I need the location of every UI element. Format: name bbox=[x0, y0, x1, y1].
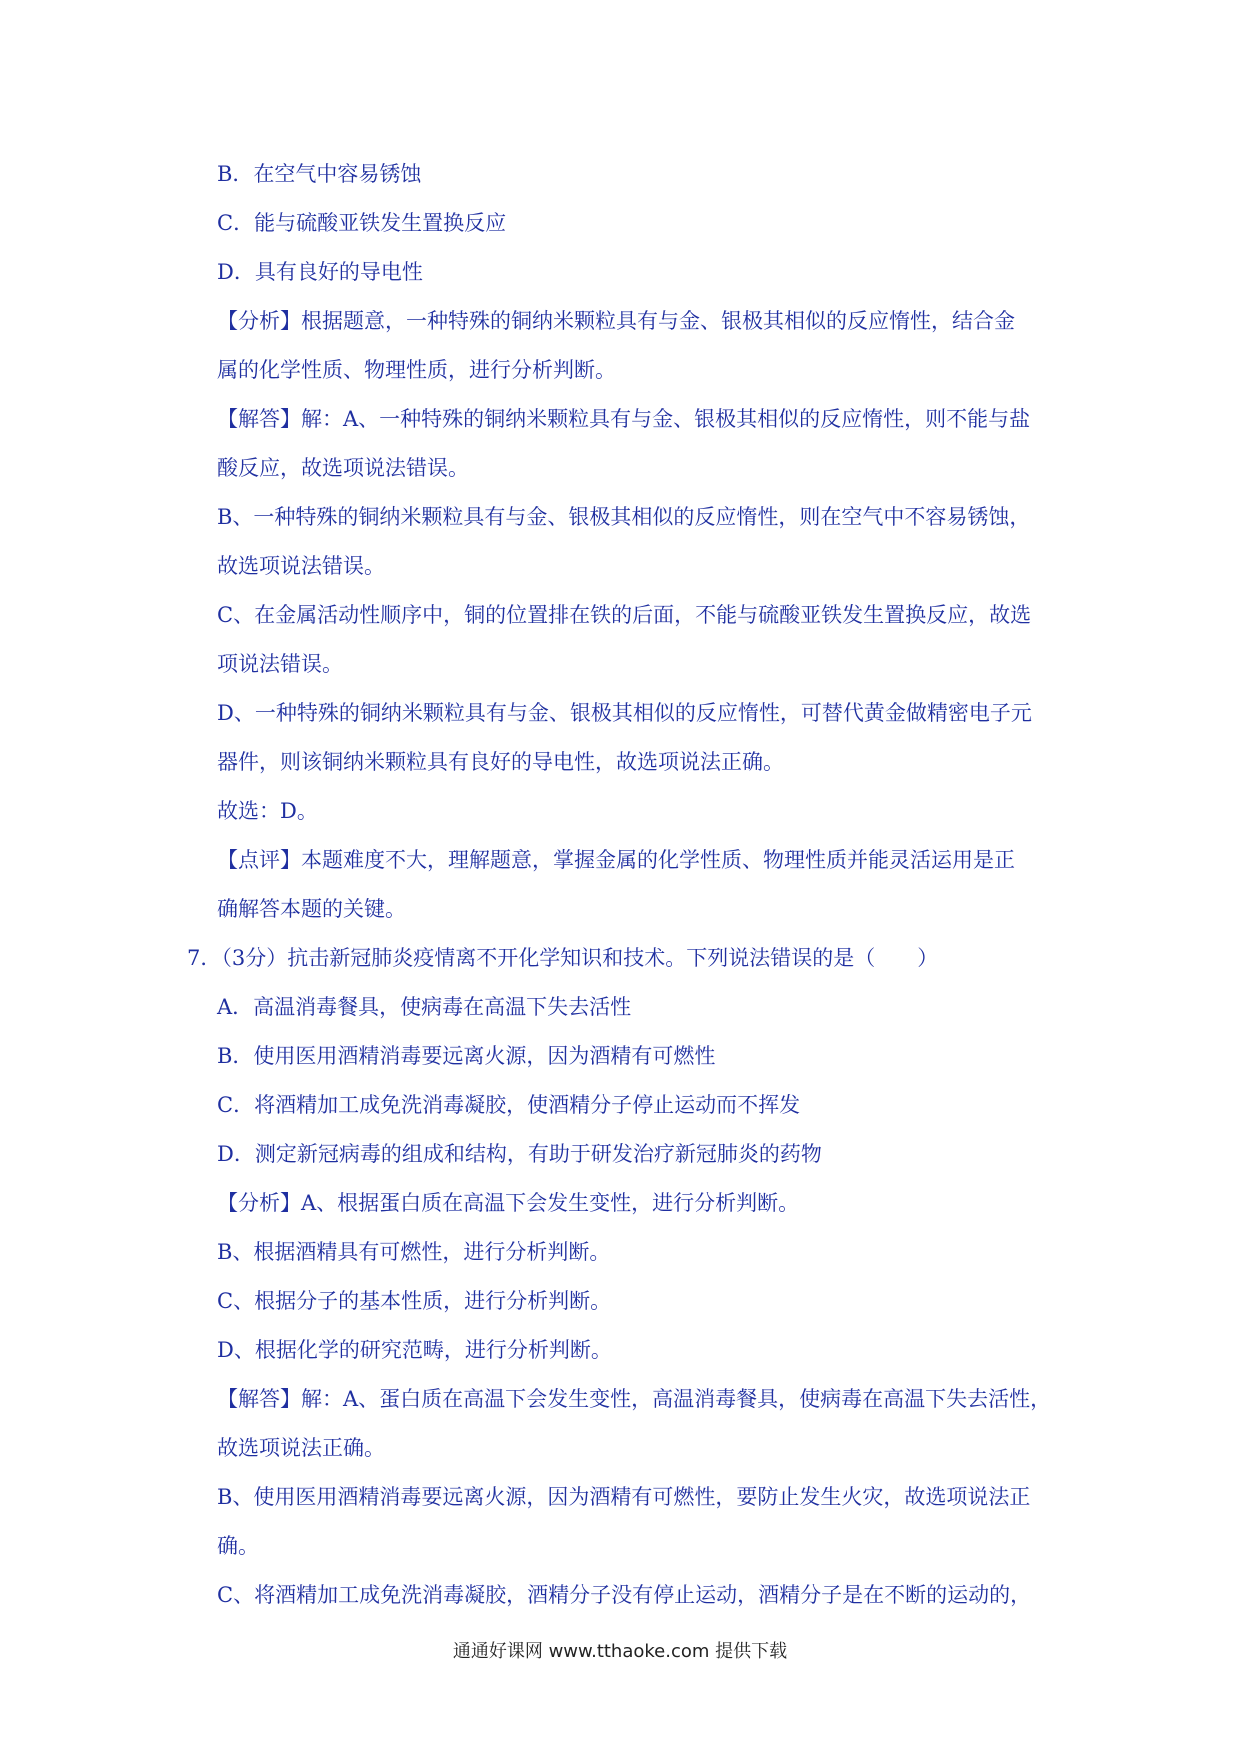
q6-option-b: B．在空气中容易锈蚀 bbox=[217, 162, 422, 186]
q6-option-d: D．具有良好的导电性 bbox=[217, 260, 423, 284]
q7-answer-line: 确。 bbox=[217, 1534, 259, 1558]
q6-comment-line: 确解答本题的关键。 bbox=[217, 897, 406, 921]
q6-analysis-line: 【分析】根据题意，一种特殊的铜纳米颗粒具有与金、银极其相似的反应惰性，结合金 bbox=[217, 309, 1015, 333]
q6-analysis-line: 属的化学性质、物理性质，进行分析判断。 bbox=[217, 358, 616, 382]
q6-choice: 故选：D。 bbox=[217, 799, 318, 823]
q7-answer-line: C、将酒精加工成免洗消毒凝胶，酒精分子没有停止运动，酒精分子是在不断的运动的， bbox=[217, 1583, 1032, 1607]
q7-option-c: C．将酒精加工成免洗消毒凝胶，使酒精分子停止运动而不挥发 bbox=[217, 1093, 801, 1117]
q6-answer-line: 【解答】解：A、一种特殊的铜纳米颗粒具有与金、银极其相似的反应惰性，则不能与盐 bbox=[217, 407, 1031, 431]
q7-stem: 7．（3分）抗击新冠肺炎疫情离不开化学知识和技术。下列说法错误的是（ ） bbox=[187, 946, 939, 970]
q7-analysis-line: B、根据酒精具有可燃性，进行分析判断。 bbox=[217, 1240, 611, 1264]
q7-answer-line: 故选项说法正确。 bbox=[217, 1436, 385, 1460]
q6-answer-line: 故选项说法错误。 bbox=[217, 554, 385, 578]
q6-answer-line: 项说法错误。 bbox=[217, 652, 343, 676]
q6-answer-line: C、在金属活动性顺序中，铜的位置排在铁的后面，不能与硫酸亚铁发生置换反应，故选 bbox=[217, 603, 1032, 627]
q6-answer-line: D、一种特殊的铜纳米颗粒具有与金、银极其相似的反应惰性，可替代黄金做精密电子元 bbox=[217, 701, 1032, 725]
q7-analysis-line: D、根据化学的研究范畴，进行分析判断。 bbox=[217, 1338, 612, 1362]
q6-answer-line: 器件，则该铜纳米颗粒具有良好的导电性，故选项说法正确。 bbox=[217, 750, 784, 774]
q7-option-a: A．高温消毒餐具，使病毒在高温下失去活性 bbox=[217, 995, 632, 1019]
q7-answer-line: B、使用医用酒精消毒要远离火源，因为酒精有可燃性，要防止发生火灾，故选项说法正 bbox=[217, 1485, 1031, 1509]
q7-analysis-line: C、根据分子的基本性质，进行分析判断。 bbox=[217, 1289, 612, 1313]
q6-answer-line: B、一种特殊的铜纳米颗粒具有与金、银极其相似的反应惰性，则在空气中不容易锈蚀， bbox=[217, 505, 1031, 529]
q7-option-b: B．使用医用酒精消毒要远离火源，因为酒精有可燃性 bbox=[217, 1044, 716, 1068]
q7-analysis-line: 【分析】A、根据蛋白质在高温下会发生变性，进行分析判断。 bbox=[217, 1191, 800, 1215]
page-footer: 通通好课网 www.tthaoke.com 提供下载 bbox=[452, 1641, 788, 1662]
q7-option-d: D．测定新冠病毒的组成和结构，有助于研发治疗新冠肺炎的药物 bbox=[217, 1142, 822, 1166]
q6-comment-line: 【点评】本题难度不大，理解题意，掌握金属的化学性质、物理性质并能灵活运用是正 bbox=[217, 848, 1015, 872]
q7-answer-line: 【解答】解：A、蛋白质在高温下会发生变性，高温消毒餐具，使病毒在高温下失去活性， bbox=[217, 1387, 1052, 1411]
q6-answer-line: 酸反应，故选项说法错误。 bbox=[217, 456, 469, 480]
q6-option-c: C．能与硫酸亚铁发生置换反应 bbox=[217, 211, 507, 235]
